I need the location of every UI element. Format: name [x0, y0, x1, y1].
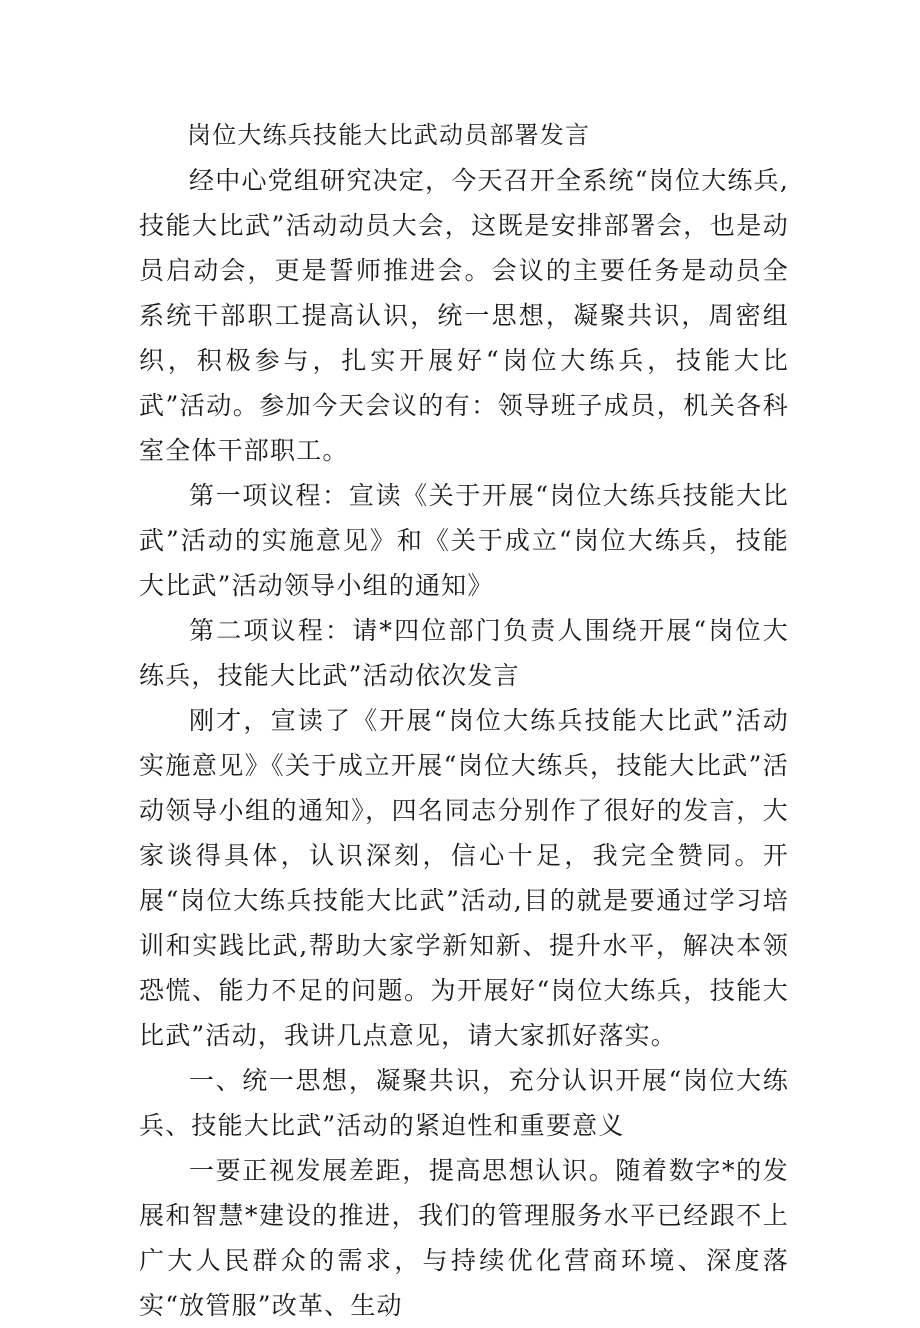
paragraph-point-1: 一要正视发展差距，提高思想认识。随着数字*的发展和智慧*建设的推进，我们的管理服务水平已经跟不上广大人民群众的需求，与持续优化营商环境、深度落实“放管服”改革、生动 [139, 1156, 789, 1320]
paragraph-intro: 经中心党组研究决定，今天召开全系统“岗位大练兵,技能大比武”活动动员大会，这既是安排部署会，也是动员启动会，更是誓师推进会。会议的主要任务是动员全系统干部职工提高认识，统一思想，凝聚共识，周密组织，积极参与，扎实开展好“岗位大练兵，技能大比武”活动。参加今天会议的有：领导班子成员，机关各科室全体干部职工。 [139, 166, 789, 465]
document-title: 岗位大练兵技能大比武动员部署发言 [187, 121, 591, 149]
paragraph-agenda-2: 第二项议程：请*四位部门负责人围绕开展“岗位大练兵，技能大比武”活动依次发言 [139, 616, 789, 690]
document-body [139, 113, 789, 1328]
paragraph-agenda-1: 第一项议程：宣读《关于开展“岗位大练兵技能大比武”活动的实施意见》和《关于成立“岗位大练兵，技能大比武”活动领导小组的通知》 [139, 481, 789, 600]
section-heading-1: 一、统一思想，凝聚共识，充分认识开展“岗位大练兵、技能大比武”活动的紧迫性和重要意义 [139, 1066, 789, 1140]
paragraph-summary: 刚才，宣读了《开展“岗位大练兵技能大比武”活动实施意见》《关于成立开展“岗位大练兵，技能大比武”活动领导小组的通知》，四名同志分别作了很好的发言，大家谈得具体，认识深刻，信心十足，我完全赞同。开展“岗位大练兵技能大比武”活动,目的就是要通过学习培训和实践比武,帮助大家学新知新、提升水平，解决本领恐慌、能力不足的问题。为开展好“岗位大练兵，技能大比武”活动，我讲几点意见，请大家抓好落实。 [139, 706, 789, 1050]
